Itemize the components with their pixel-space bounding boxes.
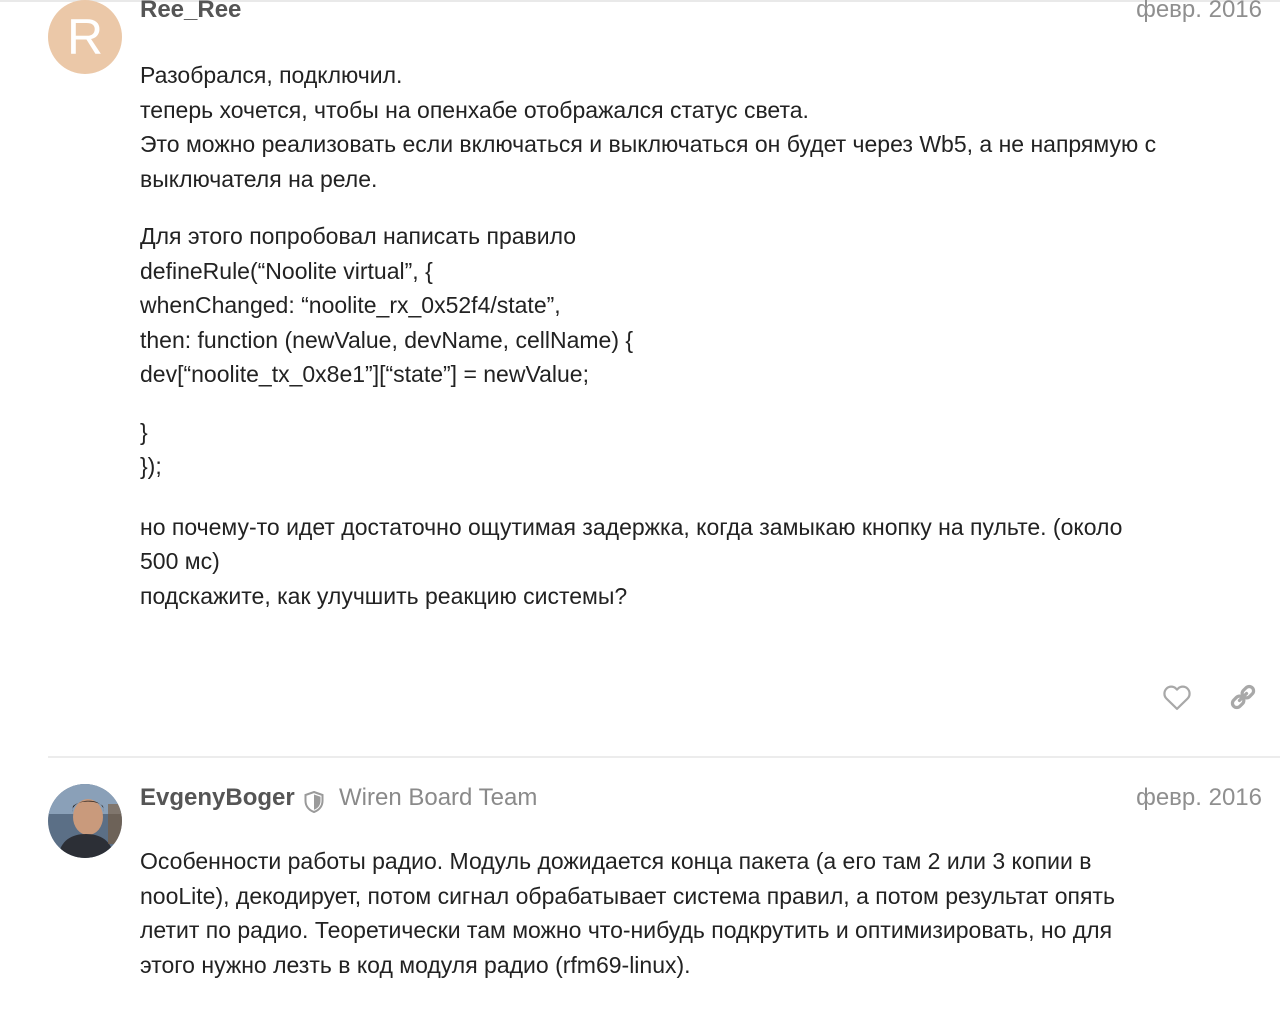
post-divider xyxy=(48,756,1280,758)
post-date[interactable]: февр. 2016 xyxy=(1136,784,1262,811)
text-line: }); xyxy=(140,453,162,479)
heart-icon xyxy=(1162,683,1192,711)
post-actions xyxy=(1160,680,1260,714)
post-body xyxy=(140,58,1250,613)
text-line: 500 мс) xyxy=(140,548,220,574)
text-line: этого нужно лезть в код модуля радио (rfm69-linux). xyxy=(140,951,691,978)
avatar[interactable] xyxy=(48,0,122,74)
text-line: Для этого попробовал написать правило xyxy=(140,223,577,249)
share-link-button[interactable] xyxy=(1226,680,1260,714)
post-username[interactable]: EvgenyBoger xyxy=(140,784,295,811)
link-icon xyxy=(1228,682,1258,712)
text-line: dev[“noolite_tx_0x8e1”][“state”] = newValue; xyxy=(140,361,589,387)
text-line: Особенности работы радио. Модуль дожидается конца пакета (а его там 2 или 3 копии в xyxy=(140,848,1092,874)
text-line: летит по радио. Теоретически там можно что-нибудь подкрутить и оптимизировать, но для xyxy=(140,917,1113,943)
text-line: Это можно реализовать если включаться и выключаться он будет через Wb5, а не напрямую с xyxy=(140,131,1157,157)
avatar-photo xyxy=(48,784,122,858)
user-flair[interactable]: Wiren Board Team xyxy=(339,784,538,811)
text-line: Разобрался, подключил. xyxy=(140,62,403,88)
post-username[interactable]: Ree_Ree xyxy=(140,0,242,23)
shield-icon xyxy=(304,791,324,813)
text-line: выключателя на реле. xyxy=(140,165,378,192)
avatar[interactable] xyxy=(48,784,122,858)
post-date[interactable]: февр. 2016 xyxy=(1136,0,1262,23)
text-line: nooLite), декодирует, потом сигнал обрабатывает система правил, а потом результат опять xyxy=(140,882,1115,909)
text-line: теперь хочется, чтобы на опенхабе отображался статус света. xyxy=(140,96,809,123)
text-line: } xyxy=(140,418,148,445)
post-body xyxy=(140,844,1250,982)
text-line: подскажите, как улучшить реакцию системы? xyxy=(140,582,628,609)
text-line: defineRule(“Noolite virtual”, { xyxy=(140,257,433,284)
text-line: then: function (newValue, devName, cellName) { xyxy=(140,326,634,353)
avatar-letter: R xyxy=(66,9,104,65)
text-line: но почему-то идет достаточно ощутимая задержка, когда замыкаю кнопку на пульте. (около xyxy=(140,513,1123,540)
like-button[interactable] xyxy=(1160,680,1194,714)
text-line: whenChanged: “noolite_rx_0x52f4/state”, xyxy=(140,292,561,318)
